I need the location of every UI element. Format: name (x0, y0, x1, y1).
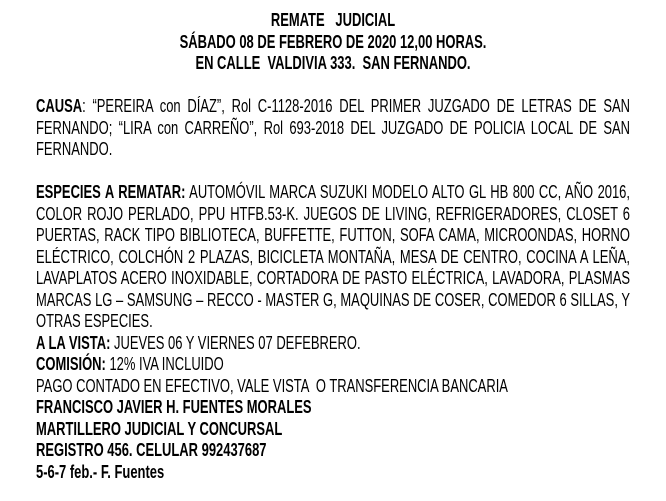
auctioneer-name: FRANCISCO JAVIER H. FUENTES MORALES (36, 397, 312, 417)
a-la-vista-line (36, 333, 630, 355)
auction-date-line: SÁBADO 08 DE FEBRERO DE 2020 12,00 HORAS. (179, 31, 487, 52)
comision-line (36, 354, 630, 376)
comision-text: 12% IVA INCLUIDO (105, 354, 224, 374)
causa-label: CAUSA (36, 96, 83, 116)
especies-text: AUTOMÓVIL MARCA SUZUKI MODELO ALTO GL HB 800 CC, AÑO 2016, COLOR ROJO PERLADO, PPU HTFB.53-K. JUEGOS DE LIVING, REFRIGERADORES, CLOSET 6 PUERTAS, RACK TIPO BIBLIOTECA, BUFFETTE, FUTTON, SOFA CAMA, MICROONDAS, HORNO ELÉCTRICO, COLCHÓN 2 PLAZAS, BICICLETA MONTAÑA, MESA DE CENTRO, COCINA A LEÑA, LAVAPLATOS ACERO INOXIDABLE, CORTADORA DE PASTO ELÉCTRICA, LAVADORA, PLASMAS MARCAS LG – SAMSUNG – RECCO - MASTER G, MAQUINAS DE COSER, COMEDOR 6 SILLAS, Y OTRAS ESPECIES. (36, 182, 630, 331)
publication-dates: 5-6-7 feb.- F. Fuentes (36, 461, 165, 482)
causa-paragraph (36, 96, 630, 161)
comision-label: COMISIÓN: (36, 354, 106, 374)
auctioneer-title: MARTILLERO JUDICIAL Y CONCURSAL (36, 418, 283, 439)
causa-text: : “PEREIRA con DÍAZ”, Rol C-1128-2016 DEL PRIMER JUZGADO DE LETRAS DE SAN FERNANDO; “LIRA con CARREÑO”, Rol 693-2018 DEL JUZGADO DE POLICIA LOCAL DE SAN FERNANDO. (36, 96, 631, 159)
document-title: REMATE JUDICIAL (270, 10, 396, 30)
auction-address-line: EN CALLE VALDIVIA 333. SAN FERNANDO. (195, 53, 471, 73)
a-la-vista-label: A LA VISTA: (36, 332, 111, 353)
especies-label: ESPECIES A REMATAR: (36, 182, 186, 202)
auctioneer-registry-phone: REGISTRO 456. CELULAR 992437687 (36, 440, 267, 460)
especies-paragraph (36, 182, 630, 333)
pago-line: PAGO CONTADO EN EFECTIVO, VALE VISTA O TRANSFERENCIA BANCARIA (36, 375, 508, 396)
a-la-vista-text: JUEVES 06 Y VIERNES 07 DEFEBRERO. (110, 332, 361, 353)
